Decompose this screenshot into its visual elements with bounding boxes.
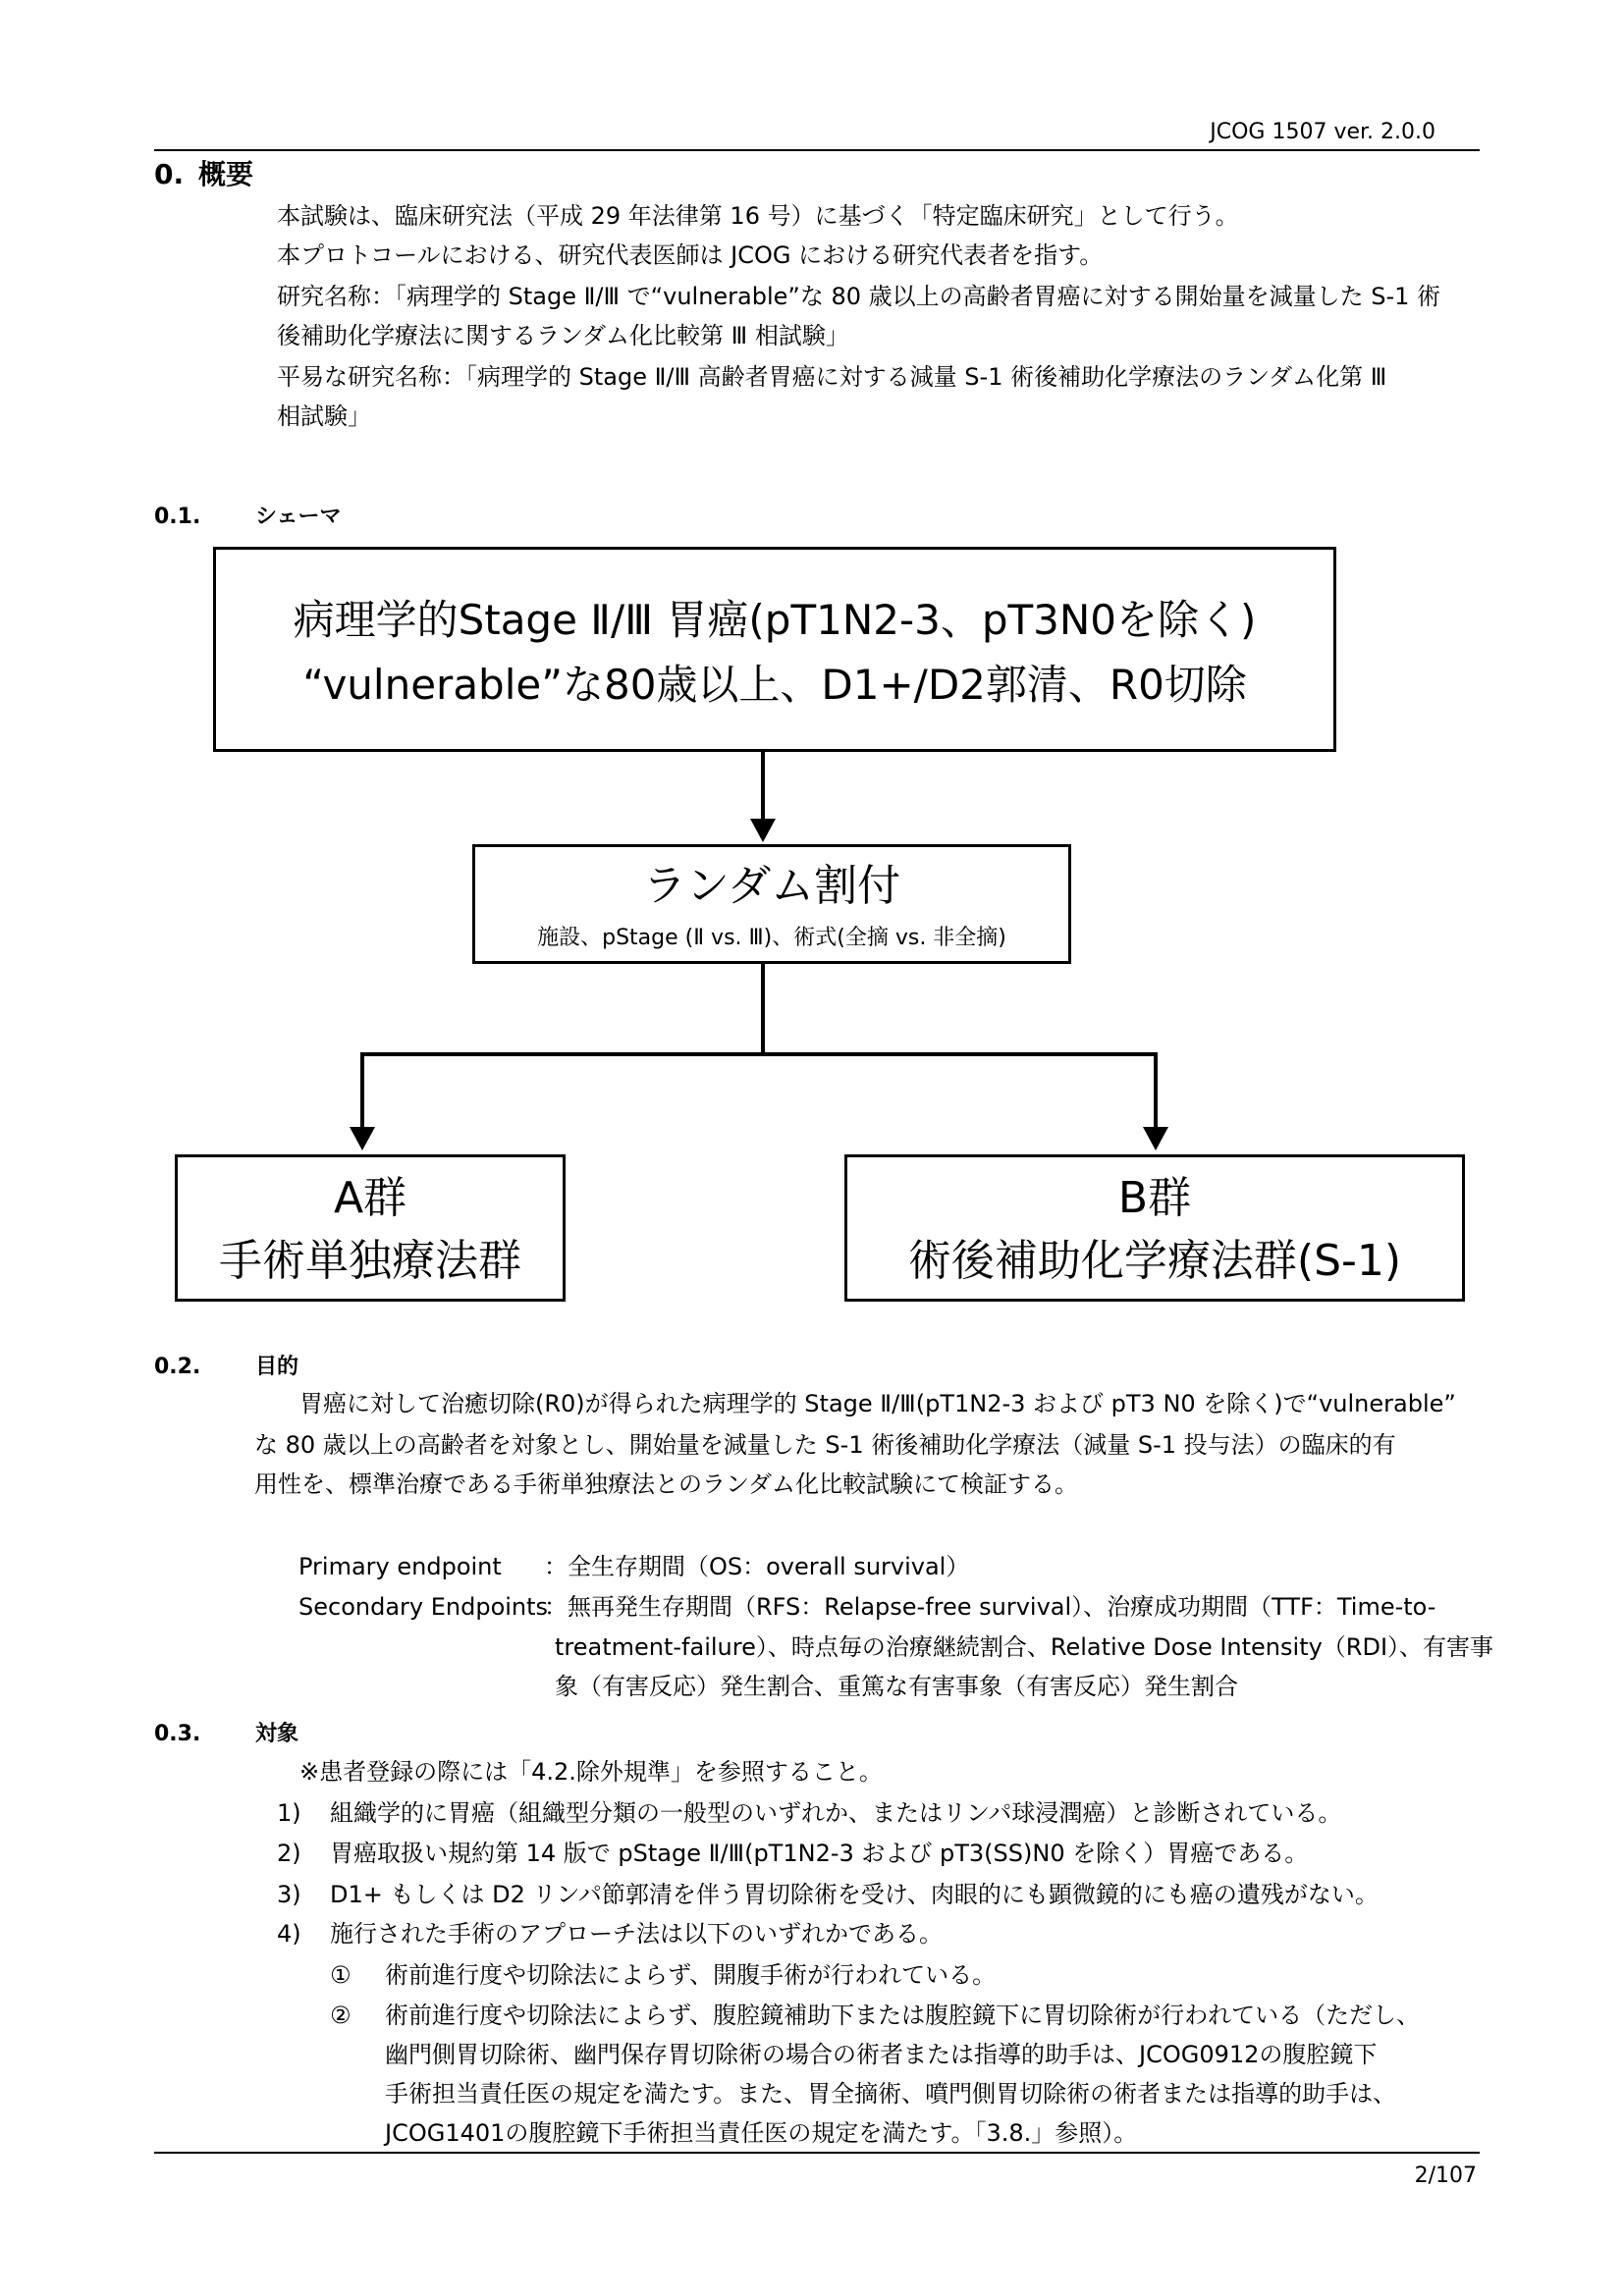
criterion-text: 胃癌取扱い規約第 14 版で pStage Ⅱ/Ⅲ(pT1N2-3 および pT3(SS)N0 を除く）胃癌である。 <box>330 1840 1309 1867</box>
overview-line: 本試験は、臨床研究法（平成 29 年法律第 16 号）に基づく「特定臨床研究」として行う。 <box>277 202 1239 230</box>
criterion-number: 1) <box>277 1799 301 1827</box>
secondary-endpoints-line: ：無再発生存期間（RFS：Relapse-free survival）、治療成功期間（TTF：Time-to- <box>544 1593 1436 1621</box>
overview-heading-number: 0. <box>154 158 185 190</box>
overview-line: 研究名称：「病理学的 Stage Ⅱ/Ⅲ で“vulnerable”な 80 歳以上の高齢者胃癌に対する開始量を減量した S-1 術 <box>277 283 1441 310</box>
sub-criterion-text: 手術担当責任医の規定を満たす。また、胃全摘術、噴門側胃切除術の術者または指導的助手は、 <box>385 2080 1397 2108</box>
eligibility-line: “vulnerable”な80歳以上、D1+/D2郭清、R0切除 <box>302 661 1247 709</box>
connector-line <box>360 1052 364 1129</box>
criterion-number: 2) <box>277 1840 301 1867</box>
sub-criterion-text: 術前進行度や切除法によらず、腹腔鏡補助下または腹腔鏡下に胃切除術が行われている（ただし、 <box>385 2002 1421 2029</box>
purpose-section-title: 目的 <box>255 1355 299 1379</box>
criterion-text: 組織学的に胃癌（組織型分類の一般型のいずれか、またはリンパ球浸潤癌）と診断されている。 <box>330 1799 1342 1827</box>
purpose-section-number: 0.2. <box>154 1355 201 1379</box>
branch-line <box>360 1052 1158 1056</box>
eligibility-box <box>213 547 1336 752</box>
down-arrow-icon <box>750 819 776 842</box>
overview-line: 相試験」 <box>277 402 371 430</box>
document-id: JCOG 1507 ver. 2.0.0 <box>1210 120 1435 144</box>
criterion-text: 施行された手術のアプローチ法は以下のいずれかである。 <box>330 1920 943 1948</box>
subjects-note: ※患者登録の際には「4.2.除外規準」を参照すること。 <box>299 1758 883 1786</box>
subjects-section-number: 0.3. <box>154 1722 201 1746</box>
criterion-number: 3) <box>277 1881 301 1908</box>
connector-line <box>1154 1052 1158 1129</box>
connector-line <box>761 964 765 1056</box>
secondary-endpoints-line: 象（有害反応）発生割合、重篤な有害事象（有害反応）発生割合 <box>555 1673 1238 1700</box>
sub-criterion-number: ② <box>330 2002 352 2029</box>
down-arrow-icon <box>1143 1127 1168 1150</box>
arm-a-description: 手術単独療法群 <box>219 1236 521 1286</box>
connector-line <box>761 752 765 823</box>
criterion-text: D1+ もしくは D2 リンパ節郭清を伴う胃切除術を受け、肉眼的にも顕微鏡的にも癌の遺残がない。 <box>330 1881 1379 1908</box>
schema-section-number: 0.1. <box>154 505 201 529</box>
overview-heading-title: 概要 <box>198 158 254 190</box>
criterion-number: 4) <box>277 1920 301 1948</box>
arm-a-label: A群 <box>333 1173 407 1223</box>
header-rule <box>154 149 1480 151</box>
randomization-box <box>472 844 1071 964</box>
secondary-endpoints-line: treatment-failure）、時点毎の治療継続割合、Relative Dose Intensity（RDI）、有害事 <box>555 1633 1494 1661</box>
sub-criterion-text: JCOG1401の腹腔鏡下手術担当責任医の規定を満たす。「3.8.」参照）。 <box>385 2113 1137 2153</box>
down-arrow-icon <box>350 1127 375 1150</box>
arm-a-box <box>175 1154 566 1302</box>
sub-criterion-number: ① <box>330 1961 352 1989</box>
overview-line: 後補助化学療法に関するランダム化比較第 Ⅲ 相試験」 <box>277 322 849 349</box>
purpose-line: 胃癌に対して治癒切除(R0)が得られた病理学的 Stage Ⅱ/Ⅲ(pT1N2-3 および pT3 N0 を除く)で“vulnerable” <box>299 1390 1456 1417</box>
overview-line: 平易な研究名称：「病理学的 Stage Ⅱ/Ⅲ 高齢者胃癌に対する減量 S-1 術後補助化学療法のランダム化第 Ⅲ <box>277 363 1387 391</box>
footer-rule <box>154 2152 1480 2154</box>
randomization-title: ランダム割付 <box>642 861 901 911</box>
stratification-factors: 施設、pStage (Ⅱ vs. Ⅲ)、術式(全摘 vs. 非全摘) <box>537 926 1006 950</box>
secondary-endpoints-label: Secondary Endpoints <box>298 1593 549 1621</box>
sub-criterion-text: 幽門側胃切除術、幽門保存胃切除術の場合の術者または指導的助手は、JCOG0912の腹腔鏡下 <box>385 2041 1378 2068</box>
schema-section-title: シェーマ <box>255 505 342 529</box>
primary-endpoint-value: ：全生存期間（OS：overall survival） <box>544 1553 970 1580</box>
eligibility-line: 病理学的Stage Ⅱ/Ⅲ 胃癌(pT1N2-3、pT3N0を除く) <box>293 596 1257 644</box>
sub-criterion-text: 術前進行度や切除法によらず、開腹手術が行われている。 <box>385 1961 997 1989</box>
purpose-line: 用性を、標準治療である手術単独療法とのランダム化比較試験にて検証する。 <box>254 1470 1079 1498</box>
subjects-section-title: 対象 <box>255 1722 299 1746</box>
purpose-line: な 80 歳以上の高齢者を対象とし、開始量を減量した S-1 術後補助化学療法（減量 S-1 投与法）の臨床的有 <box>254 1431 1396 1459</box>
primary-endpoint-label: Primary endpoint <box>298 1553 502 1580</box>
overview-line: 本プロトコールにおける、研究代表医師は JCOG における研究代表者を指す。 <box>277 241 1104 269</box>
arm-b-description: 術後補助化学療法群(S-1) <box>907 1236 1402 1286</box>
arm-b-label: B群 <box>1117 1173 1192 1223</box>
arm-b-box <box>844 1154 1465 1302</box>
page-number: 2/107 <box>1414 2163 1477 2188</box>
